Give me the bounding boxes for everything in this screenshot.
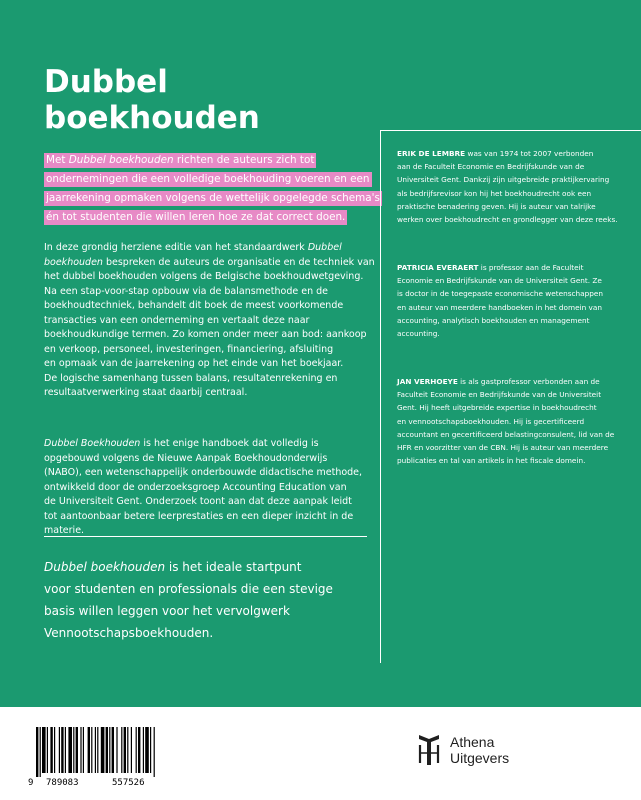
bio1-line-1: ERIK DE LEMBRE was van 1974 tot 2007 verbonden — [397, 149, 594, 158]
body2-line-4: ontwikkeld door de onderzoeksgroep Accounting Education van — [44, 481, 347, 493]
body1-line-2: boekhouden bespreken de auteurs de organisatie en de techniek van — [44, 256, 375, 268]
body2-line-2: opgebouwd volgens de Nieuwe Aanpak Boekhoudonderwijs — [44, 452, 328, 464]
barcode-bar — [127, 727, 128, 773]
barcode-bar — [143, 727, 144, 773]
body2-line-1: Dubbel Boekhouden is het enige handboek dat volledig is — [44, 438, 319, 449]
intro-line-4: én tot studenten die willen leren hoe ze dat correct doen. — [46, 211, 346, 223]
intro-line-1: Met Dubbel boekhouden richten de auteurs zich tot — [46, 154, 315, 166]
tagline-line-3: basis willen leggen voor het vervolgwerk — [44, 604, 290, 618]
body1-line-11: resultaatverwerking staat daarbij centraal. — [44, 387, 248, 398]
bio1-line-4: als bedrijfsrevisor kon hij het boekhoudrecht ook een — [397, 188, 592, 198]
publisher-logo — [417, 731, 557, 771]
bio1-line-6: werken over boekhoudrecht en grondlegger van deze reeks. — [397, 215, 618, 225]
book-title-line-2: boekhouden — [44, 100, 260, 136]
barcode-bar — [54, 727, 55, 773]
barcode-bar — [91, 727, 92, 773]
bio1-line-2: aan de Faculteit Economie en Bedrijfskunde van de — [397, 162, 585, 172]
barcode-icon — [28, 727, 169, 777]
section-divider — [44, 536, 367, 537]
barcode-bar — [36, 727, 38, 777]
publisher-name-line-2: Uitgevers — [450, 750, 510, 766]
intro-line-2: ondernemingen die een volledige boekhouding voeren en een — [46, 173, 370, 185]
barcode-bar — [65, 727, 66, 773]
barcode-bar — [131, 727, 132, 773]
barcode-bar — [124, 727, 126, 773]
body1-line-1: In deze grondig herziene editie van het standaardwerk Dubbel — [44, 242, 342, 253]
barcode-bar — [106, 727, 108, 773]
body1-line-6: transacties van een onderneming en vertaalt deze naar — [44, 314, 310, 326]
book-title-line-1: Dubbel — [44, 64, 168, 100]
publisher-name-line-1: Athena — [450, 734, 495, 750]
publisher-name — [450, 734, 509, 766]
barcode-bar — [42, 727, 46, 773]
body1-line-10: De logische samenhang tussen balans, resultatenrekening en — [44, 372, 338, 384]
tagline-line-4: Vennootschapsboekhouden. — [44, 626, 214, 640]
barcode-bar — [68, 727, 72, 773]
bio3-line-7: publicaties en tal van artikels in het fiscale domein. — [397, 456, 586, 466]
bio1-line-3: Universiteit Gent. Dankzij zijn uitgebreide praktijkervaring — [397, 175, 610, 185]
body1-line-5: boekhoudtechniek, behandelt dit boek de meest voorkomende — [44, 300, 344, 311]
author-name: JAN VERHOEYE — [397, 377, 458, 386]
bio3-line-3: Gent. Hij heeft uitgebreide expertise in boekhoudrecht — [397, 403, 597, 413]
description-paragraph-1 — [44, 241, 374, 401]
body2-line-3: (NABO), een wetenschappelijk onderbouwde didactische methode, — [44, 467, 363, 478]
book-title — [44, 64, 260, 136]
tagline-line-1: Dubbel boekhouden is het ideale startpunt — [44, 560, 302, 574]
barcode-bar — [50, 727, 52, 773]
barcode-bar — [40, 727, 41, 777]
bio3-line-2: Faculteit Economie en Bedrijfskunde van de Universiteit — [397, 390, 602, 400]
body2-line-7: materie. — [44, 525, 85, 536]
barcode-bar — [88, 727, 90, 773]
barcode-bar — [59, 727, 60, 773]
bio2-line-4: en auteur van meerdere handboeken in het domein van — [397, 302, 602, 312]
bio1-line-5: praktische benadering geven. Hij is auteur van talrijke — [397, 201, 596, 211]
tagline-line-2: voor studenten en professionals die een stevige — [44, 582, 333, 596]
author-name: ERIK DE LEMBRE — [397, 149, 466, 158]
bio2-line-1: PATRICIA EVERAERT is professor aan de Faculteit — [397, 263, 584, 272]
bio2-line-6: accounting. — [397, 329, 440, 339]
barcode-bar — [80, 727, 81, 773]
barcode-bar — [76, 727, 78, 773]
body1-line-7: boekhoudkundige termen. Zo komen onder meer aan bod: aankoop — [44, 329, 367, 340]
body1-line-9: en opmaak van de jaarrekening op het einde van het boekjaar. — [44, 358, 344, 369]
bio3-line-1: JAN VERHOEYE is als gastprofessor verbonden aan de — [397, 377, 600, 386]
barcode-bar — [97, 727, 98, 773]
barcode-bar — [112, 727, 114, 773]
isbn-group-1: 789083 — [46, 778, 79, 788]
isbn-first-digit: 9 — [28, 778, 34, 788]
barcode-bar — [83, 727, 84, 773]
barcode-bar — [150, 727, 151, 773]
barcode-bar — [61, 727, 63, 773]
barcode-bar — [101, 727, 105, 773]
bio3-line-6: HFR en voorzitter van de CBN. Hij is auteur van meerdere — [397, 443, 609, 453]
body2-line-5: de Universiteit Gent. Onderzoek toont aan dat deze aanpak leidt — [44, 496, 352, 507]
barcode-bars — [28, 727, 169, 777]
author-name: PATRICIA EVERAERT — [397, 263, 479, 272]
barcode-bar — [121, 727, 122, 773]
bio2-line-3: is doctor in de toegepaste economische wetenschappen — [397, 289, 603, 299]
author-bio-jan-verhoeye — [397, 375, 632, 467]
barcode-bar — [116, 727, 117, 773]
barcode-bar — [95, 727, 96, 773]
barcode-bar — [145, 727, 149, 773]
barcode-bar — [154, 727, 155, 777]
bio3-line-5: accountant en gecertificeerd belastingconsulent, lid van de — [397, 429, 615, 439]
body1-line-8: en verkoop, personeel, investeringen, financiering, afsluiting — [44, 343, 334, 355]
barcode-bar — [47, 727, 48, 773]
barcode-bar — [136, 727, 137, 773]
body1-line-3: het dubbel boekhouden volgens de Belgische boekhoudwetgeving. — [44, 271, 364, 282]
barcode-bar — [73, 727, 74, 773]
body2-line-6: tot aantoonbaar betere leerprestaties en een dieper inzicht in de — [44, 510, 354, 522]
bio2-line-5: accounting, analytisch boekhouden en management — [397, 315, 590, 325]
athena-owl-logo-icon — [417, 733, 441, 767]
tagline-paragraph — [44, 556, 374, 644]
barcode-bar — [138, 727, 140, 773]
barcode-bar — [109, 727, 110, 773]
bio3-line-4: en vennootschapsboekhouden. Hij is gecertificeerd — [397, 416, 585, 426]
description-paragraph-2 — [44, 437, 374, 539]
isbn-group-2: 557526 — [112, 778, 145, 788]
author-bio-erik-de-lembre — [397, 147, 632, 226]
body1-line-4: Na een stap-voor-stap opbouw via de balansmethode en de — [44, 285, 328, 297]
intro-highlighted-paragraph — [44, 151, 380, 227]
author-bio-patricia-everaert — [397, 261, 632, 340]
bio2-line-2: Economie en Bedrijfskunde van de Universiteit Gent. Ze — [397, 276, 602, 286]
intro-line-3: jaarrekening opmaken volgens de wettelijk opgelegde schema's — [46, 192, 380, 204]
